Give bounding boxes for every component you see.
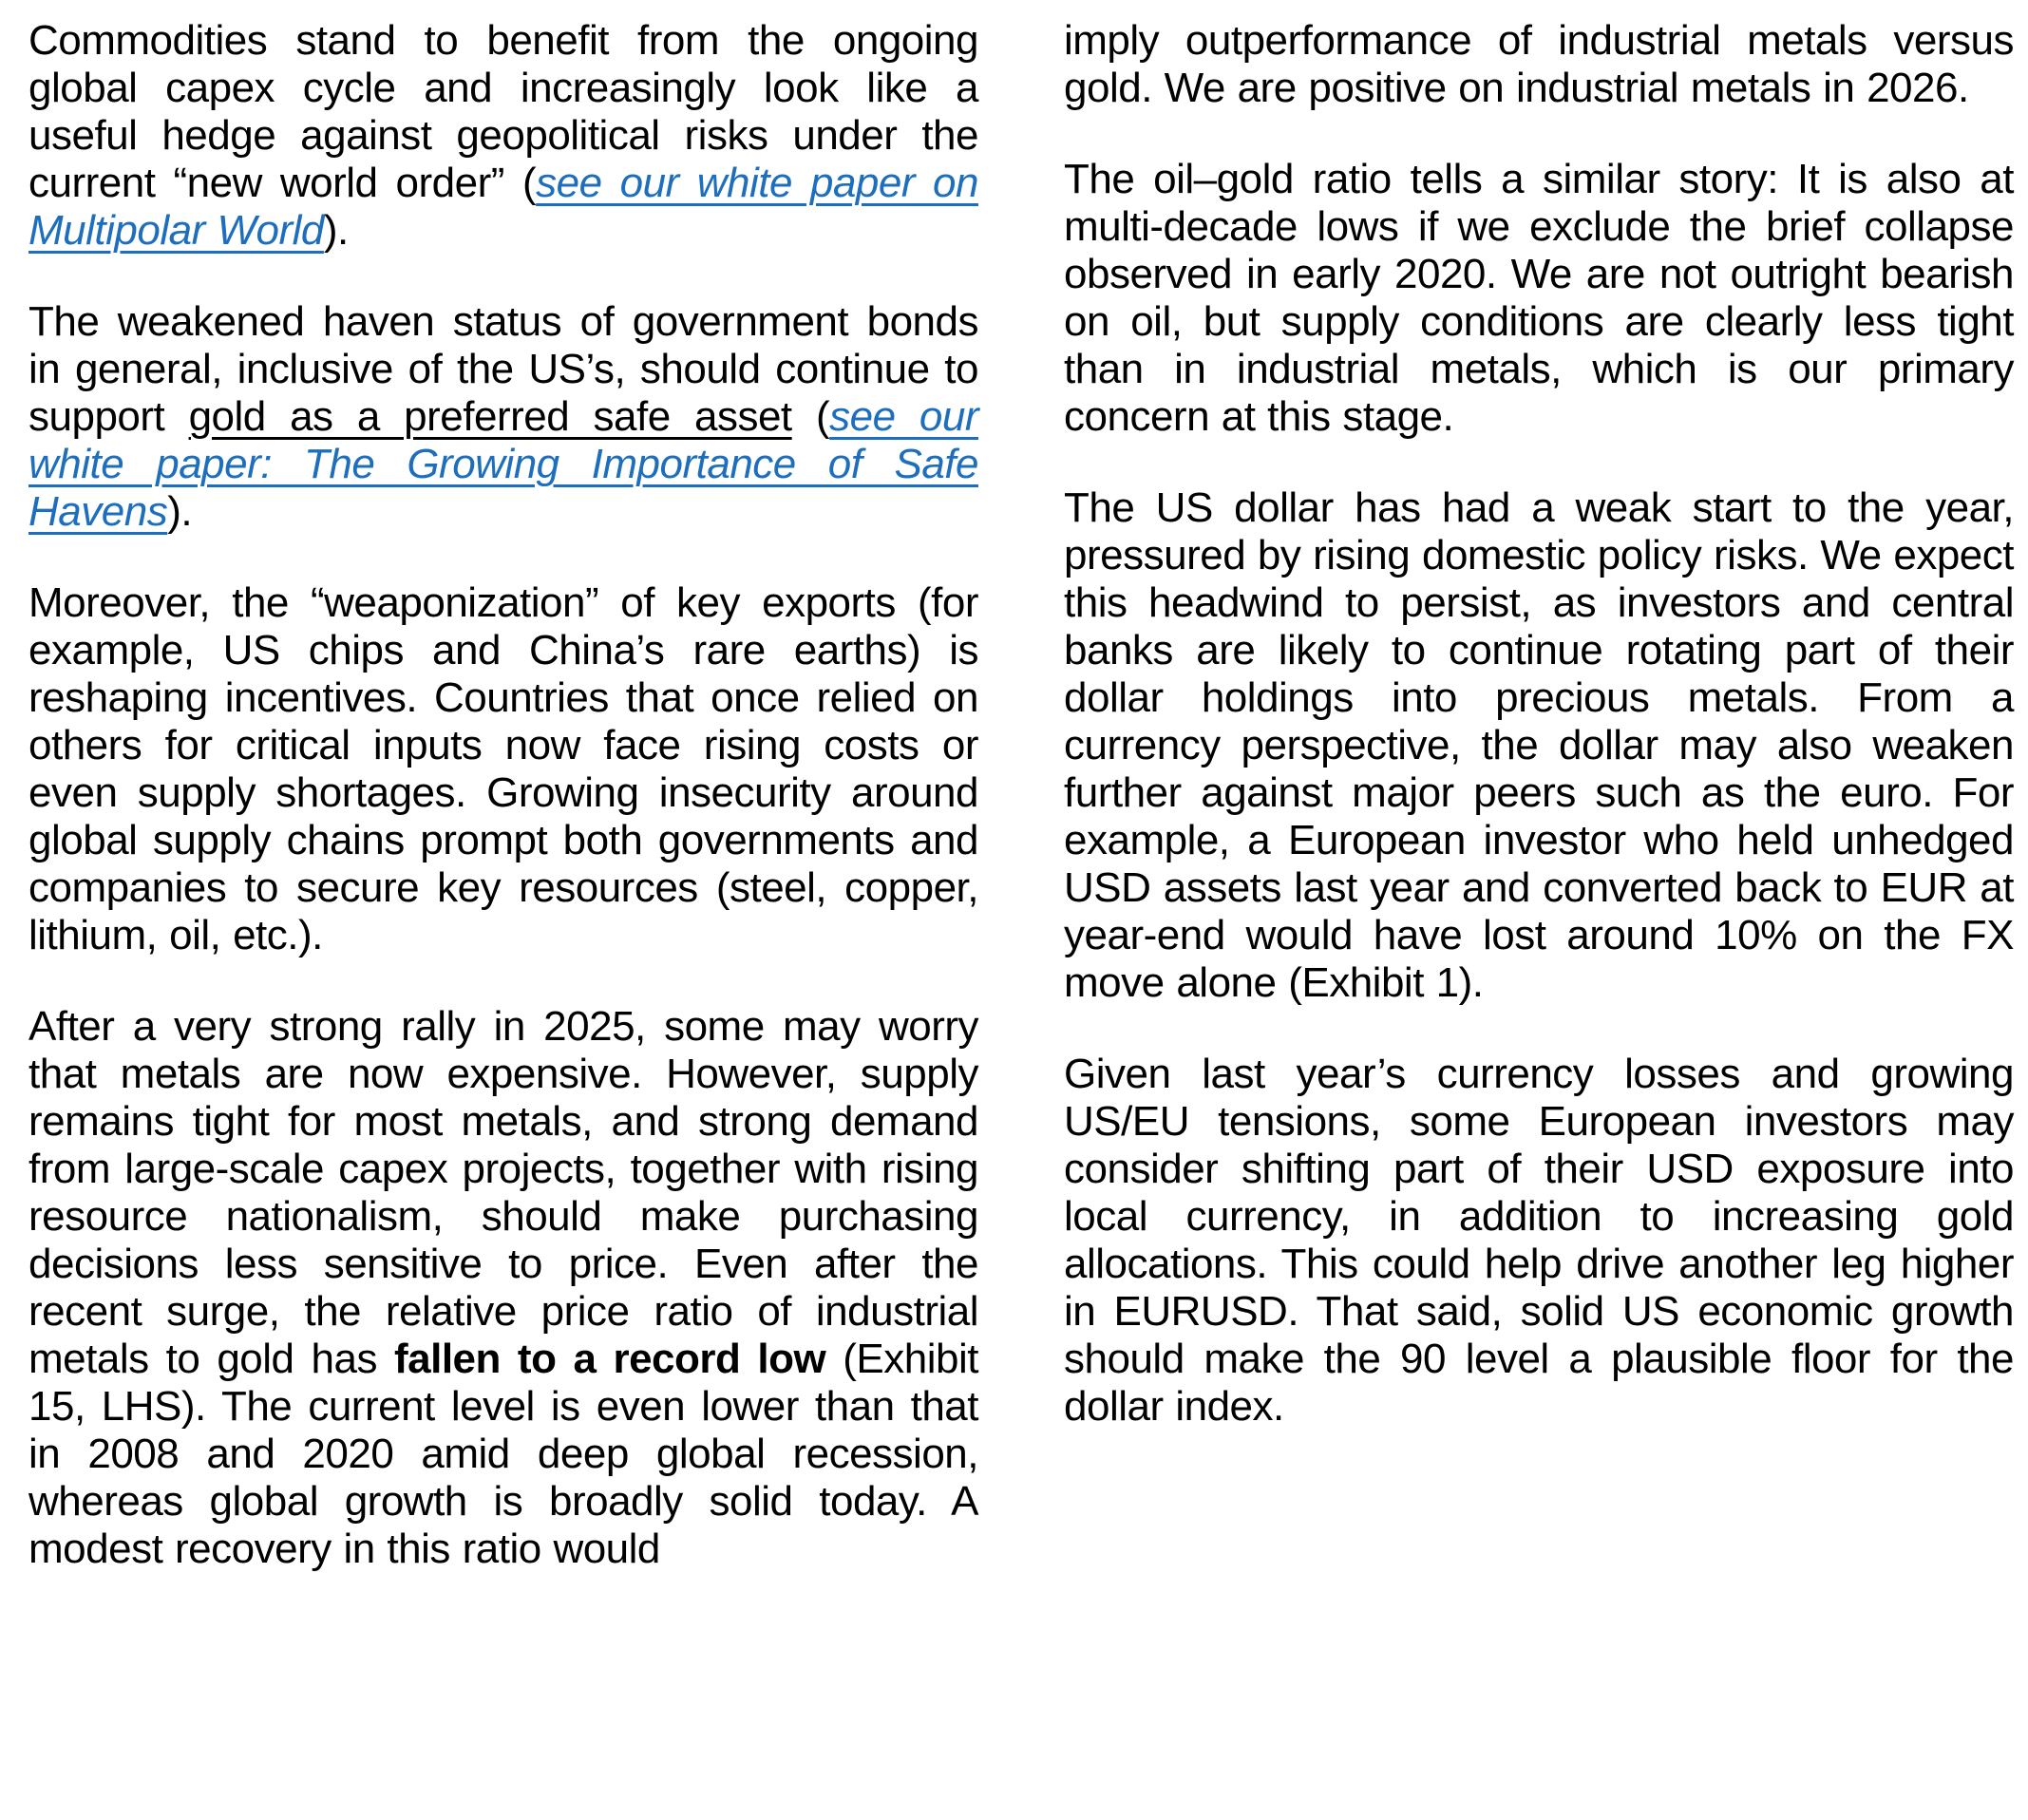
paragraph-haven-status [28,298,978,536]
underlined-text-run: gold as a preferred safe asset [188,393,792,440]
text-run: (Exhibit 15, LHS). The current level is even lower than that in 2008 and 2020 amid deep global recession, whereas global growth is broadly solid today. A modest recovery in this ratio would [28,1336,978,1572]
bold-text-run: fallen to a record low [393,1336,826,1382]
paragraph-oil-gold-ratio [1064,156,2014,441]
paragraph-commodities [28,17,978,255]
text-run: ). [323,207,349,254]
text-run: ( [791,393,830,440]
paragraph-metals-rally [28,1003,978,1573]
paragraph-industrial-metals-view [1064,17,2014,112]
right-column [1064,17,2014,1617]
white-paper-link[interactable]: see our white paper: The Growing Importance of Safe Havens [28,393,978,535]
text-run: The weakened haven status of government bonds in general, inclusive of the US’s, should continue to support [28,298,978,440]
text-run: imply outperformance of industrial metals versus gold. We are positive on industrial metals in 2026. [1064,17,2014,111]
text-run: After a very strong rally in 2025, some may worry that metals are now expensive. However, supply remains tight for most metals, and strong demand from large-scale capex projects, together with rising resource nationalism, should make purchasing decisions less sensitive to price. Even after the recent surge, the relative price ratio of industrial metals to gold has [28,1003,978,1382]
white-paper-link[interactable]: see our white paper on Multipolar World [28,160,978,254]
paragraph-us-dollar [1064,484,2014,1007]
text-run: Commodities stand to benefit from the ongoing global capex cycle and increasingly look like a useful hedge against geopolitical risks under the current “new world order” ( [28,17,978,206]
paragraph-eurusd-outlook [1064,1051,2014,1431]
text-run: The US dollar has had a weak start to the year, pressured by rising domestic policy risks. We expect this headwind to persist, as investors and central banks are likely to continue rotating part of their dollar holdings into precious metals. From a currency perspective, the dollar may also weaken further against major peers such as the euro. For example, a European investor who held unhedged USD assets last year and converted back to EUR at year-end would have lost around 10% on the FX move alone (Exhibit 1). [1064,484,2014,1006]
text-run: Given last year’s currency losses and growing US/EU tensions, some European investors may consider shifting part of their USD exposure into local currency, in addition to increasing gold allocations. This could help drive another leg higher in EURUSD. That said, solid US economic growth should make the 90 level a plausible floor for the dollar index. [1064,1051,2014,1430]
text-run: Moreover, the “weaponization” of key exports (for example, US chips and China’s rare earths) is reshaping incentives. Countries that once relied on others for critical inputs now face rising costs or even supply shortages. Growing insecurity around global supply chains prompt both governments and companies to secure key resources (steel, copper, lithium, oil, etc.). [28,579,978,958]
left-column [28,17,978,1617]
text-run: ). [167,488,193,535]
paragraph-weaponization [28,579,978,959]
text-run: The oil–gold ratio tells a similar story: It is also at multi-decade lows if we exclude the brief collapse observed in early 2020. We are not outright bearish on oil, but supply conditions are clearly less tight than in industrial metals, which is our primary concern at this stage. [1064,156,2014,440]
